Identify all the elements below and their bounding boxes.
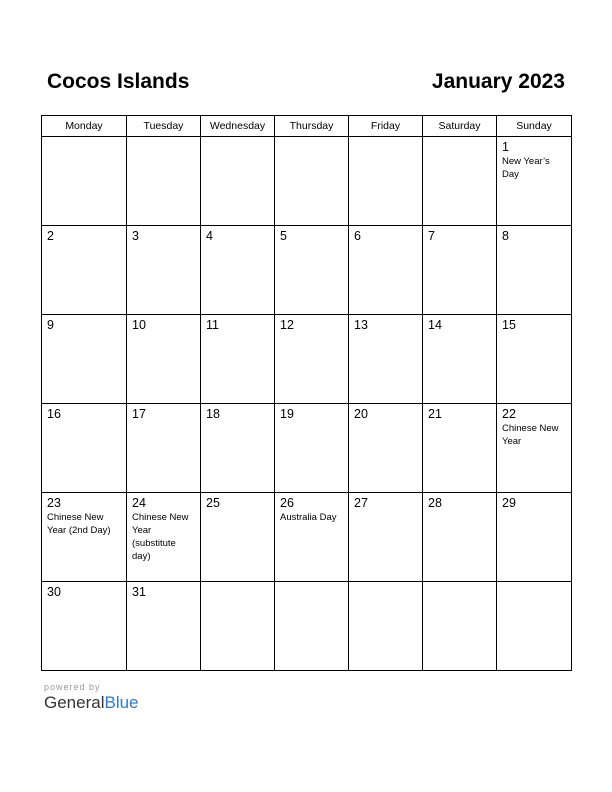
day-cell	[42, 493, 127, 582]
day-number: 21	[428, 407, 442, 421]
day-number: 20	[354, 407, 368, 421]
day-number: 5	[280, 229, 287, 243]
day-cell	[201, 582, 275, 671]
day-cell	[497, 493, 572, 582]
brand-general: General	[44, 693, 105, 712]
day-cell-content	[423, 137, 496, 140]
day-cell	[201, 493, 275, 582]
week-row	[42, 493, 572, 582]
day-number: 13	[354, 318, 368, 332]
day-cell-content	[275, 137, 348, 140]
day-cell-content	[275, 226, 348, 243]
day-cell-content	[42, 493, 126, 537]
day-number: 4	[206, 229, 213, 243]
day-cell	[423, 404, 497, 493]
day-cell-content	[349, 582, 422, 585]
holiday-label: Chinese New Year	[502, 423, 559, 447]
day-number: 15	[502, 318, 516, 332]
weekday-header: Thursday	[275, 116, 349, 137]
weekday-header: Monday	[42, 116, 127, 137]
day-number: 2	[47, 229, 54, 243]
day-cell	[42, 226, 127, 315]
day-number: 19	[280, 407, 294, 421]
footer-branding	[44, 682, 139, 713]
day-number: 6	[354, 229, 361, 243]
day-number: 12	[280, 318, 294, 332]
generalblue-logo	[44, 693, 139, 713]
holiday-label: Chinese New Year (2nd Day)	[47, 512, 111, 536]
day-cell	[349, 404, 423, 493]
week-row	[42, 404, 572, 493]
day-cell	[201, 315, 275, 404]
day-number: 28	[428, 496, 442, 510]
week-row	[42, 226, 572, 315]
day-number: 9	[47, 318, 54, 332]
weekday-header-row	[42, 116, 572, 137]
day-cell	[201, 226, 275, 315]
day-cell-content	[423, 493, 496, 510]
day-cell	[127, 137, 201, 226]
day-cell	[127, 404, 201, 493]
day-cell-content	[349, 226, 422, 243]
day-number: 8	[502, 229, 509, 243]
weekday-header: Tuesday	[127, 116, 201, 137]
week-row	[42, 315, 572, 404]
day-cell-content	[201, 404, 274, 421]
day-cell	[275, 315, 349, 404]
calendar-header	[41, 70, 571, 100]
calendar-grid	[41, 115, 572, 671]
day-cell-content	[201, 137, 274, 140]
week-row	[42, 582, 572, 671]
day-cell	[127, 493, 201, 582]
day-cell-content	[349, 404, 422, 421]
day-number: 22	[502, 407, 516, 421]
day-number: 25	[206, 496, 220, 510]
day-cell-content	[349, 315, 422, 332]
day-cell-content	[42, 582, 126, 599]
day-cell	[423, 137, 497, 226]
day-number: 18	[206, 407, 220, 421]
day-cell	[127, 226, 201, 315]
day-cell-content	[201, 493, 274, 510]
day-cell	[42, 137, 127, 226]
day-cell	[349, 226, 423, 315]
month-title: January 2023	[431, 70, 565, 93]
day-cell	[127, 315, 201, 404]
day-cell	[423, 493, 497, 582]
day-cell	[42, 404, 127, 493]
day-cell	[127, 582, 201, 671]
day-cell-content	[127, 493, 200, 563]
holiday-label: New Year’s Day	[502, 156, 550, 180]
day-cell-content	[42, 315, 126, 332]
day-cell	[275, 493, 349, 582]
day-cell-content	[201, 315, 274, 332]
day-cell	[497, 226, 572, 315]
day-number: 27	[354, 496, 368, 510]
day-number: 31	[132, 585, 146, 599]
powered-by-label: powered by	[44, 682, 101, 692]
day-cell-content	[349, 493, 422, 510]
day-cell	[349, 582, 423, 671]
day-cell-content	[201, 582, 274, 585]
day-cell-content	[497, 137, 571, 181]
day-cell-content	[42, 226, 126, 243]
day-number: 16	[47, 407, 61, 421]
day-number: 30	[47, 585, 61, 599]
day-cell-content	[497, 404, 571, 448]
day-cell-content	[127, 137, 200, 140]
day-number: 3	[132, 229, 139, 243]
day-cell	[349, 493, 423, 582]
day-cell	[349, 315, 423, 404]
day-cell	[423, 582, 497, 671]
day-cell	[275, 226, 349, 315]
week-row	[42, 137, 572, 226]
day-cell	[423, 315, 497, 404]
day-cell-content	[275, 404, 348, 421]
day-cell	[42, 315, 127, 404]
weekday-header: Saturday	[423, 116, 497, 137]
day-cell-content	[497, 582, 571, 585]
weekday-header: Sunday	[497, 116, 572, 137]
day-cell-content	[423, 404, 496, 421]
day-cell-content	[423, 315, 496, 332]
day-cell	[275, 582, 349, 671]
day-cell-content	[127, 582, 200, 599]
day-number: 29	[502, 496, 516, 510]
day-cell	[497, 404, 572, 493]
day-cell	[201, 404, 275, 493]
holiday-label: Australia Day	[280, 512, 337, 523]
country-title: Cocos Islands	[47, 70, 190, 93]
day-cell-content	[275, 315, 348, 332]
day-number: 14	[428, 318, 442, 332]
day-cell	[349, 137, 423, 226]
day-cell	[275, 137, 349, 226]
day-cell-content	[42, 404, 126, 421]
day-cell-content	[42, 137, 126, 140]
day-cell-content	[349, 137, 422, 140]
day-number: 26	[280, 496, 294, 510]
holiday-label: Chinese New Year (substitute day)	[132, 512, 189, 562]
day-cell-content	[201, 226, 274, 243]
day-cell	[497, 315, 572, 404]
day-cell-content	[497, 226, 571, 243]
day-cell-content	[423, 226, 496, 243]
day-cell-content	[497, 493, 571, 510]
weekday-header: Wednesday	[201, 116, 275, 137]
day-cell	[497, 137, 572, 226]
day-number: 23	[47, 496, 61, 510]
brand-blue: Blue	[104, 693, 139, 712]
day-number: 17	[132, 407, 146, 421]
day-cell-content	[275, 493, 348, 524]
day-cell	[42, 582, 127, 671]
day-number: 11	[206, 318, 219, 332]
day-number: 1	[502, 140, 509, 154]
day-cell	[201, 137, 275, 226]
day-cell-content	[275, 582, 348, 585]
day-cell	[275, 404, 349, 493]
day-cell-content	[127, 404, 200, 421]
day-number: 7	[428, 229, 435, 243]
day-cell-content	[127, 226, 200, 243]
day-cell-content	[423, 582, 496, 585]
day-number: 24	[132, 496, 146, 510]
day-cell-content	[497, 315, 571, 332]
weekday-header: Friday	[349, 116, 423, 137]
day-cell-content	[127, 315, 200, 332]
day-cell	[423, 226, 497, 315]
day-cell	[497, 582, 572, 671]
day-number: 10	[132, 318, 146, 332]
